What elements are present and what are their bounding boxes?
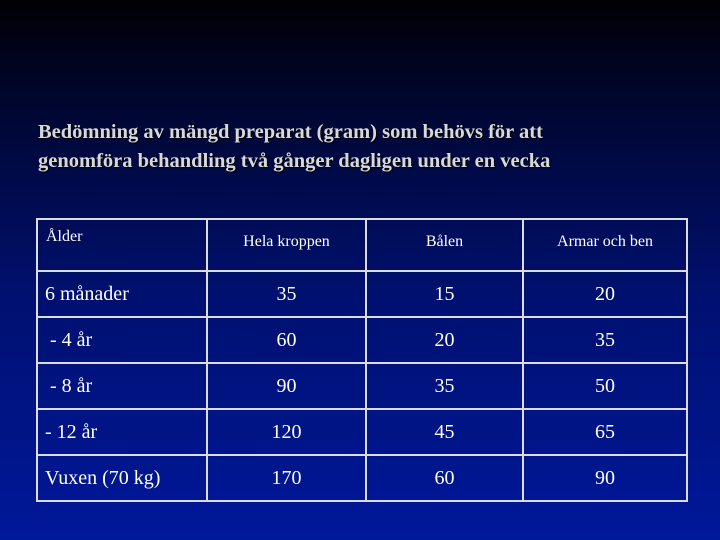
arms-legs-cell: 90 — [523, 455, 687, 501]
arms-legs-cell: 65 — [523, 409, 687, 455]
slide-title — [38, 118, 688, 176]
table-header-row — [37, 219, 687, 271]
dosage-table — [36, 218, 688, 502]
header-arms-legs: Armar och ben — [523, 219, 687, 271]
whole-body-cell: 60 — [207, 317, 366, 363]
arms-legs-cell: 35 — [523, 317, 687, 363]
arms-legs-cell: 20 — [523, 271, 687, 317]
trunk-cell: 45 — [366, 409, 523, 455]
whole-body-cell: 90 — [207, 363, 366, 409]
trunk-cell: 60 — [366, 455, 523, 501]
trunk-cell: 35 — [366, 363, 523, 409]
row-age-cell: - 4 år — [37, 317, 207, 363]
row-age-cell: - 12 år — [37, 409, 207, 455]
row-age-cell: 6 månader — [37, 271, 207, 317]
table-row — [37, 317, 687, 363]
header-trunk: Bålen — [366, 219, 523, 271]
slide-title-line-1: Bedömning av mängd preparat (gram) som behövs för att — [38, 121, 543, 143]
arms-legs-cell: 50 — [523, 363, 687, 409]
table-row — [37, 455, 687, 501]
row-age-cell: Vuxen (70 kg) — [37, 455, 207, 501]
whole-body-cell: 35 — [207, 271, 366, 317]
table-row — [37, 271, 687, 317]
whole-body-cell: 170 — [207, 455, 366, 501]
header-whole-body: Hela kroppen — [207, 219, 366, 271]
trunk-cell: 15 — [366, 271, 523, 317]
table-row — [37, 363, 687, 409]
row-age-cell: - 8 år — [37, 363, 207, 409]
whole-body-cell: 120 — [207, 409, 366, 455]
table-row — [37, 409, 687, 455]
slide-title-line-2: genomföra behandling två gånger dagligen under en vecka — [38, 150, 551, 172]
trunk-cell: 20 — [366, 317, 523, 363]
header-age: Ålder — [37, 219, 207, 271]
